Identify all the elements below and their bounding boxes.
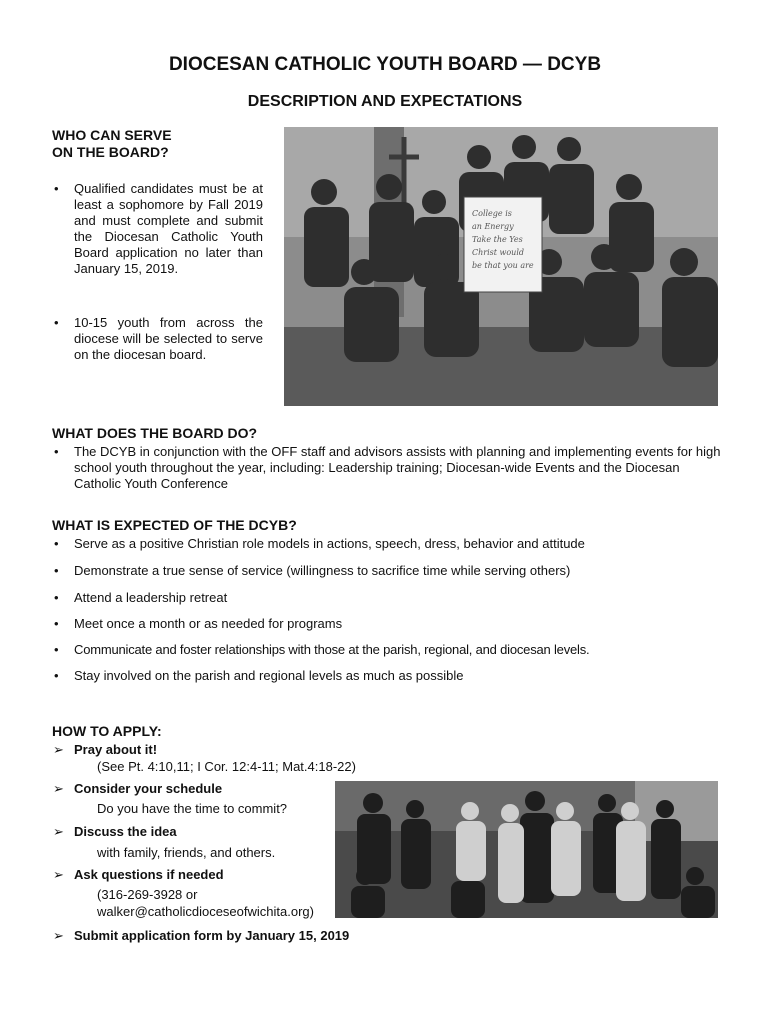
group-photo-bottom <box>335 781 718 918</box>
bullet-glyph: • <box>54 536 59 551</box>
bullet-glyph: • <box>54 444 59 459</box>
arrow-bullet-icon: ➢ <box>53 867 64 882</box>
bullet-glyph: • <box>54 668 59 683</box>
photo-sign-line: Take the Yes <box>472 235 523 244</box>
expected-item-5: Communicate and foster relationships with those at the parish, regional, and diocesan levels. <box>74 642 590 657</box>
photo-sign-line: College is <box>472 209 512 218</box>
apply-step-2-detail: Do you have the time to commit? <box>97 801 288 816</box>
arrow-bullet-icon: ➢ <box>53 928 64 943</box>
group-photo-bottom-image <box>335 781 718 918</box>
bullet-glyph: • <box>54 616 59 631</box>
arrow-bullet-icon: ➢ <box>53 742 64 757</box>
bullet-glyph: • <box>54 642 59 657</box>
who-heading <box>52 127 172 161</box>
who-item-2: 10-15 youth from across the diocese will be selected to serve on the diocesan board. <box>74 315 263 362</box>
group-photo-top <box>284 127 718 406</box>
bullet-glyph: • <box>54 181 59 196</box>
expected-item-1: Serve as a positive Christian role models in actions, speech, dress, behavior and attitude <box>74 536 585 551</box>
page-subtitle: DESCRIPTION AND EXPECTATIONS <box>247 93 523 110</box>
expected-heading: WHAT IS EXPECTED OF THE DCYB? <box>52 517 297 533</box>
who-heading-line1: WHO CAN SERVE <box>52 127 172 143</box>
photo-sign-line: an Energy <box>472 222 514 231</box>
apply-step-3-label: Discuss the idea <box>74 824 177 839</box>
who-item-1: Qualified candidates must be at least a sophomore by Fall 2019 and must complete and submit the Diocesan Catholic Youth Board application no later than January 15, 2019. <box>74 181 263 276</box>
photo-sign <box>472 207 538 272</box>
expected-item-3: Attend a leadership retreat <box>74 590 228 605</box>
apply-step-1-label: Pray about it! <box>74 742 158 757</box>
photo-sign-line: Christ would <box>472 248 525 257</box>
apply-step-2-label: Consider your schedule <box>74 781 223 796</box>
page-title: DIOCESAN CATHOLIC YOUTH BOARD — DCYB <box>168 54 602 75</box>
arrow-bullet-icon: ➢ <box>53 824 64 839</box>
apply-step-5-label: Submit application form by January 15, 2019 <box>74 928 350 943</box>
apply-step-4-label: Ask questions if needed <box>74 867 224 882</box>
who-heading-line2: ON THE BOARD? <box>52 144 169 160</box>
expected-item-4: Meet once a month or as needed for programs <box>74 616 343 631</box>
bullet-glyph: • <box>54 563 59 578</box>
photo-sign-line: be that you are <box>472 261 534 270</box>
apply-heading: HOW TO APPLY: <box>52 723 162 739</box>
expected-item-2: Demonstrate a true sense of service (willingness to sacrifice time while serving others) <box>74 563 571 578</box>
what-heading: WHAT DOES THE BOARD DO? <box>52 425 258 441</box>
apply-step-4-detail: (316-269-3928 or <box>97 887 198 902</box>
apply-step-4-email: walker@catholicdioceseofwichita.org) <box>97 904 314 919</box>
bullet-glyph: • <box>54 315 59 330</box>
bullet-glyph: • <box>54 590 59 605</box>
apply-step-1-detail: (See Pt. 4:10,11; I Cor. 12:4-11; Mat.4:18-22) <box>97 759 356 774</box>
what-item-1: The DCYB in conjunction with the OFF staff and advisors assists with planning and implementing events for high school youth throughout the year, including: Leadership training; Diocesan-wide Events and the Diocesan Catholic Youth Conference <box>74 444 721 491</box>
expected-item-6: Stay involved on the parish and regional levels as much as possible <box>74 668 464 683</box>
arrow-bullet-icon: ➢ <box>53 781 64 796</box>
apply-step-3-detail: with family, friends, and others. <box>97 845 276 860</box>
